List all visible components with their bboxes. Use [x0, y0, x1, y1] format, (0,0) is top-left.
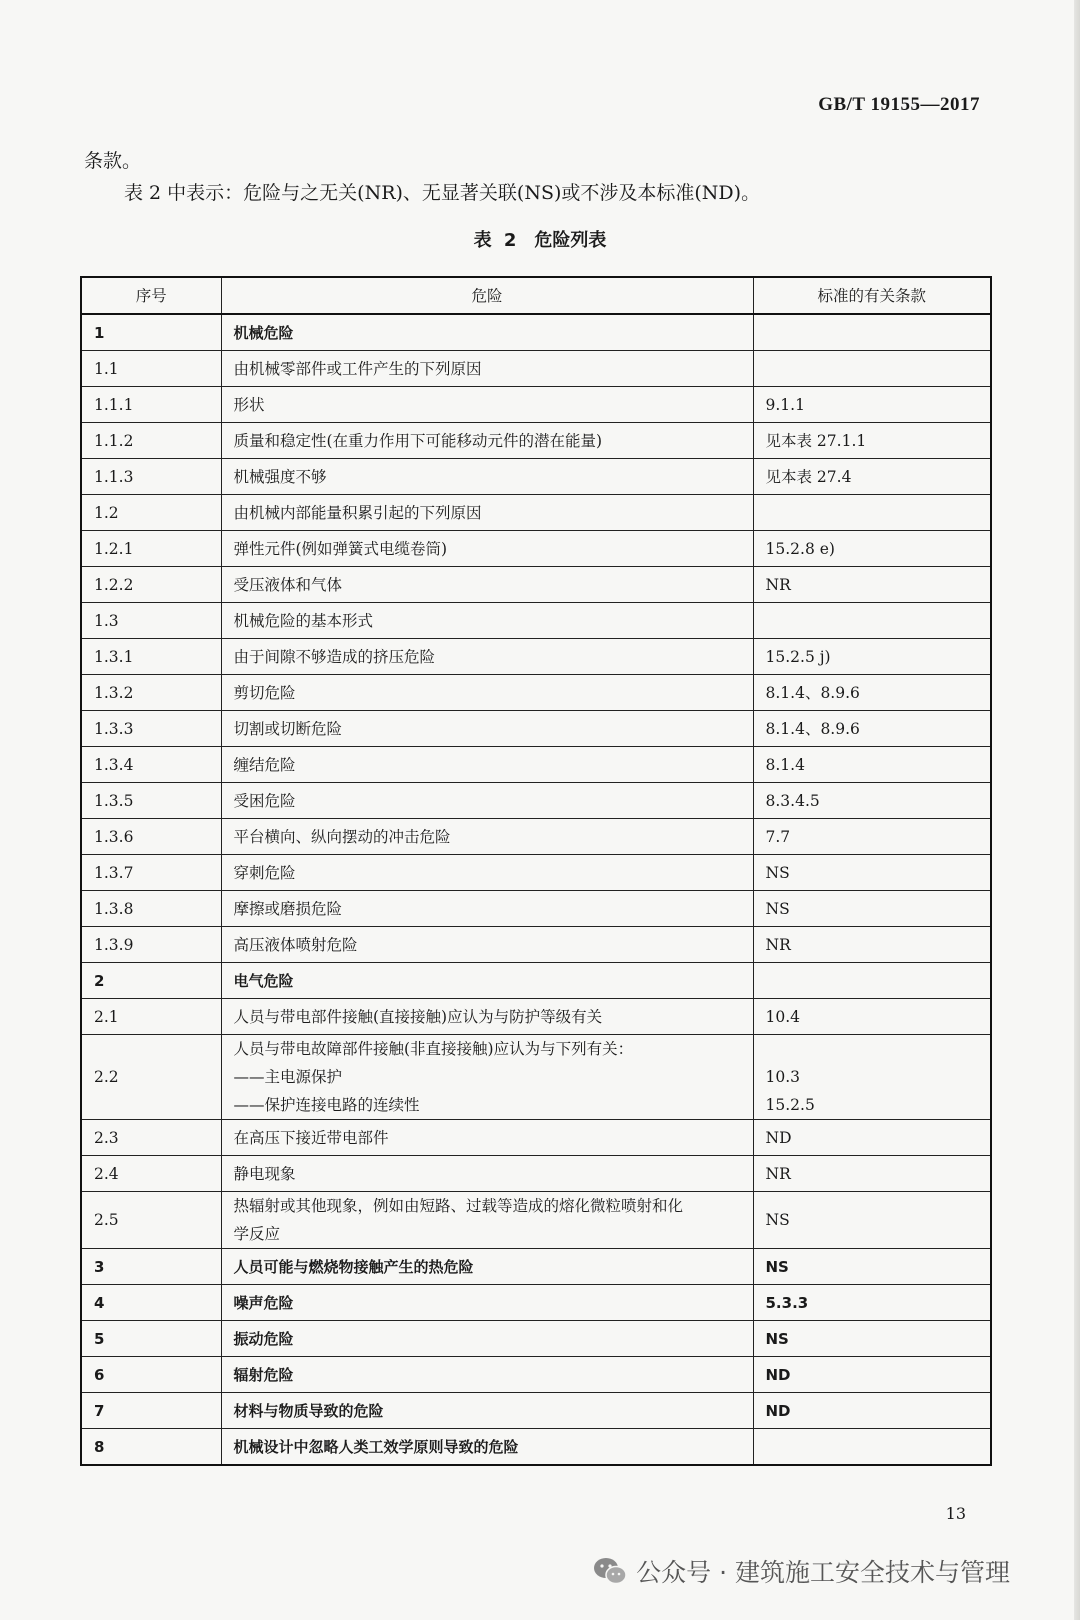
row-clause — [753, 639, 991, 675]
row-number: 1 — [81, 314, 221, 351]
hazard-line: 振动危险 — [233, 1329, 294, 1348]
hazard-line: 机械危险 — [233, 323, 294, 342]
row-hazard — [221, 819, 753, 855]
hazard-line: 由机械内部能量积累引起的下列原因 — [233, 503, 482, 522]
row-clause — [753, 603, 991, 639]
row-number: 2.4 — [81, 1156, 221, 1192]
row-hazard — [221, 1249, 753, 1285]
row-hazard — [221, 963, 753, 999]
table-row — [81, 1321, 991, 1357]
row-number: 1.2.1 — [81, 531, 221, 567]
row-clause — [753, 891, 991, 927]
row-hazard — [221, 1035, 753, 1120]
clause-line: 10.3 — [765, 1068, 801, 1086]
clause-line: ND — [765, 1128, 792, 1147]
row-clause — [753, 747, 991, 783]
row-clause — [753, 314, 991, 351]
row-hazard — [221, 567, 753, 603]
table-row — [81, 1035, 991, 1120]
table-row — [81, 639, 991, 675]
clause-line: 5.3.3 — [765, 1293, 809, 1312]
watermark-text: 公众号 · 建筑施工安全技术与管理 — [636, 1558, 1010, 1587]
clause-line: 见本表 27.1.1 — [765, 431, 867, 450]
table-caption: 表 2 危险列表 — [473, 230, 607, 251]
row-number: 2.2 — [81, 1035, 221, 1120]
row-clause — [753, 495, 991, 531]
row-hazard — [221, 711, 753, 747]
clause-line: 8.1.4 — [765, 755, 805, 774]
row-clause — [753, 567, 991, 603]
clause-line — [766, 355, 979, 383]
clause-line: NS — [765, 1211, 790, 1229]
table-row — [81, 999, 991, 1035]
row-clause — [753, 1156, 991, 1192]
watermark — [592, 1553, 1010, 1589]
row-number: 1.1 — [81, 351, 221, 387]
intro-line-2: 表 2 中表示：危险与之无关(NR)、无显著关联(NS)或不涉及本标准(ND)。 — [124, 182, 761, 204]
row-clause — [753, 927, 991, 963]
row-clause — [753, 423, 991, 459]
hazard-line: 剪切危险 — [233, 683, 296, 702]
hazard-line: 穿刺危险 — [233, 863, 296, 882]
table-row — [81, 963, 991, 999]
row-hazard — [221, 639, 753, 675]
table-row — [81, 351, 991, 387]
hazard-line: 受困危险 — [233, 791, 296, 810]
row-number: 1.3.6 — [81, 819, 221, 855]
row-number: 3 — [81, 1249, 221, 1285]
row-number: 1.1.2 — [81, 423, 221, 459]
hazard-line: 弹性元件(例如弹簧式电缆卷筒) — [233, 539, 448, 558]
row-hazard — [221, 1192, 753, 1249]
table-row — [81, 711, 991, 747]
clause-line: 15.2.5 j) — [765, 647, 831, 666]
clause-line — [766, 319, 979, 347]
clause-line — [766, 967, 979, 995]
row-hazard — [221, 314, 753, 351]
row-clause — [753, 963, 991, 999]
hazard-line: 人员与带电故障部件接触(非直接接触)应认为与下列有关： — [233, 1040, 634, 1058]
row-hazard — [221, 459, 753, 495]
table-body — [81, 314, 991, 1465]
row-hazard — [221, 855, 753, 891]
row-hazard — [221, 1120, 753, 1156]
row-number: 1.3.5 — [81, 783, 221, 819]
table-row — [81, 1429, 991, 1466]
row-number: 2.3 — [81, 1120, 221, 1156]
hazard-line: 由机械零部件或工件产生的下列原因 — [233, 359, 482, 378]
row-clause — [753, 1120, 991, 1156]
clause-line: NR — [765, 1164, 791, 1183]
row-clause — [753, 819, 991, 855]
table-header-row — [81, 277, 991, 314]
standard-code: GB/T 19155—2017 — [818, 94, 980, 115]
hazard-line: 学反应 — [233, 1225, 281, 1243]
row-hazard — [221, 423, 753, 459]
row-number: 1.3.3 — [81, 711, 221, 747]
hazard-line: 由于间隙不够造成的挤压危险 — [233, 647, 436, 666]
row-number: 1.3.1 — [81, 639, 221, 675]
table-row — [81, 819, 991, 855]
clause-line: 10.4 — [765, 1007, 801, 1026]
row-clause — [753, 1357, 991, 1393]
table-row — [81, 387, 991, 423]
clause-line: NS — [765, 1257, 789, 1276]
row-clause — [753, 459, 991, 495]
table-row — [81, 1357, 991, 1393]
clause-line: NS — [765, 1329, 789, 1348]
row-number: 1.2 — [81, 495, 221, 531]
hazard-line: ——主电源保护 — [233, 1068, 343, 1086]
clause-line: NS — [765, 863, 790, 882]
row-hazard — [221, 1156, 753, 1192]
row-clause — [753, 855, 991, 891]
hazard-line: 材料与物质导致的危险 — [233, 1401, 384, 1420]
row-number: 1.3 — [81, 603, 221, 639]
table-row — [81, 1156, 991, 1192]
row-number: 2.1 — [81, 999, 221, 1035]
clause-line: ND — [765, 1401, 791, 1420]
table-row — [81, 459, 991, 495]
row-hazard — [221, 1357, 753, 1393]
row-hazard — [221, 603, 753, 639]
row-number: 6 — [81, 1357, 221, 1393]
clause-line: NS — [765, 899, 790, 918]
page-number: 13 — [945, 1504, 966, 1523]
table-row — [81, 1120, 991, 1156]
hazard-line: 平台横向、纵向摆动的冲击危险 — [233, 827, 451, 846]
hazard-line: 热辐射或其他现象，例如由短路、过载等造成的熔化微粒喷射和化 — [233, 1197, 684, 1215]
hazard-line: 高压液体喷射危险 — [233, 935, 358, 954]
table-row — [81, 567, 991, 603]
hazard-line: 静电现象 — [233, 1164, 296, 1183]
row-clause — [753, 351, 991, 387]
row-hazard — [221, 387, 753, 423]
row-hazard — [221, 747, 753, 783]
row-number: 1.3.2 — [81, 675, 221, 711]
clause-line: NR — [765, 935, 791, 954]
table-row — [81, 495, 991, 531]
row-number: 1.3.9 — [81, 927, 221, 963]
row-number: 1.3.7 — [81, 855, 221, 891]
clause-line: 8.1.4、8.9.6 — [765, 719, 860, 738]
hazard-line: 机械强度不够 — [233, 467, 327, 486]
hazard-line: 形状 — [233, 395, 265, 414]
hazard-line: 在高压下接近带电部件 — [233, 1128, 389, 1147]
row-number: 1.2.2 — [81, 567, 221, 603]
row-number: 1.3.4 — [81, 747, 221, 783]
table-row — [81, 314, 991, 351]
table-row — [81, 423, 991, 459]
table-row — [81, 891, 991, 927]
row-number: 1.3.8 — [81, 891, 221, 927]
row-clause — [753, 387, 991, 423]
clause-line: 7.7 — [765, 827, 791, 846]
clause-line — [766, 499, 979, 527]
table-row — [81, 603, 991, 639]
table-row — [81, 675, 991, 711]
hazard-line: ——保护连接电路的连续性 — [233, 1096, 420, 1114]
hazard-line: 电气危险 — [233, 971, 294, 990]
intro-line-1: 条款。 — [84, 150, 142, 172]
clause-line — [766, 1433, 979, 1461]
table-row — [81, 1192, 991, 1249]
row-hazard — [221, 927, 753, 963]
table-row — [81, 747, 991, 783]
row-hazard — [221, 999, 753, 1035]
table-row — [81, 927, 991, 963]
hazard-line: 受压液体和气体 — [233, 575, 343, 594]
row-hazard — [221, 351, 753, 387]
row-clause — [753, 711, 991, 747]
row-number: 2.5 — [81, 1192, 221, 1249]
hazard-line: 机械设计中忽略人类工效学原则导致的危险 — [233, 1437, 519, 1456]
clause-line — [766, 1035, 979, 1063]
row-clause — [753, 1321, 991, 1357]
wechat-icon — [592, 1556, 628, 1586]
row-hazard — [221, 531, 753, 567]
table-row — [81, 531, 991, 567]
row-clause — [753, 783, 991, 819]
row-hazard — [221, 1321, 753, 1357]
row-number: 1.1.1 — [81, 387, 221, 423]
clause-line: 8.1.4、8.9.6 — [765, 683, 860, 702]
clause-line: 15.2.8 e) — [765, 539, 835, 558]
clause-line — [766, 607, 979, 635]
header-hazard: 危险 — [221, 277, 753, 314]
row-clause — [753, 1393, 991, 1429]
hazard-line: 切割或切断危险 — [233, 719, 343, 738]
row-hazard — [221, 783, 753, 819]
row-number: 2 — [81, 963, 221, 999]
hazard-table — [80, 276, 992, 1466]
row-hazard — [221, 675, 753, 711]
row-hazard — [221, 1429, 753, 1466]
hazard-line: 辐射危险 — [233, 1365, 294, 1384]
row-number: 5 — [81, 1321, 221, 1357]
row-clause — [753, 1035, 991, 1120]
row-hazard — [221, 495, 753, 531]
hazard-line: 人员可能与燃烧物接触产生的热危险 — [233, 1257, 474, 1276]
row-clause — [753, 675, 991, 711]
hazard-line: 质量和稳定性(在重力作用下可能移动元件的潜在能量) — [233, 431, 603, 450]
table-row — [81, 1393, 991, 1429]
hazard-line: 摩擦或磨损危险 — [233, 899, 343, 918]
table-row — [81, 783, 991, 819]
hazard-line: 机械危险的基本形式 — [233, 611, 374, 630]
hazard-line: 噪声危险 — [233, 1293, 294, 1312]
hazard-line: 人员与带电部件接触(直接接触)应认为与防护等级有关 — [233, 1007, 603, 1026]
header-no: 序号 — [81, 277, 221, 314]
header-clause: 标准的有关条款 — [753, 277, 991, 314]
row-clause — [753, 1249, 991, 1285]
row-clause — [753, 999, 991, 1035]
hazard-line: 缠结危险 — [233, 755, 296, 774]
clause-line: NR — [765, 575, 791, 594]
row-clause — [753, 531, 991, 567]
row-number: 8 — [81, 1429, 221, 1466]
row-clause — [753, 1192, 991, 1249]
row-number: 1.1.3 — [81, 459, 221, 495]
row-number: 7 — [81, 1393, 221, 1429]
row-clause — [753, 1285, 991, 1321]
table-row — [81, 1249, 991, 1285]
row-hazard — [221, 1393, 753, 1429]
table-row — [81, 855, 991, 891]
clause-line: 9.1.1 — [765, 395, 805, 414]
row-hazard — [221, 1285, 753, 1321]
clause-line: ND — [765, 1365, 791, 1384]
table-row — [81, 1285, 991, 1321]
clause-line: 见本表 27.4 — [765, 467, 852, 486]
row-number: 4 — [81, 1285, 221, 1321]
row-hazard — [221, 891, 753, 927]
clause-line: 8.3.4.5 — [765, 791, 820, 810]
row-clause — [753, 1429, 991, 1466]
clause-line: 15.2.5 — [765, 1096, 815, 1114]
